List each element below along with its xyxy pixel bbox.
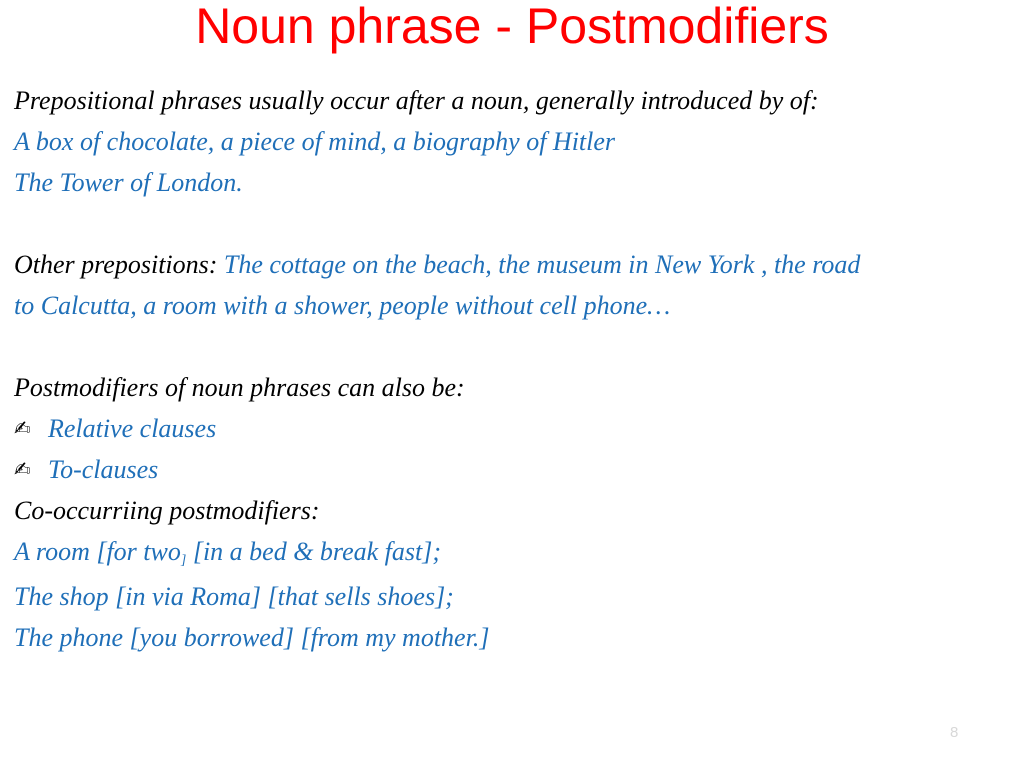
cooccurring-example-1 bbox=[14, 531, 1014, 572]
cooccurring-example-1-part-b: [in a bed & break fast]; bbox=[186, 537, 442, 566]
postmodifiers-heading: Postmodifiers of noun phrases can also be: bbox=[14, 373, 465, 402]
cooccurring-example-2: The shop [in via Roma] [that sells shoes]; bbox=[14, 582, 454, 611]
other-prepositions-line bbox=[14, 244, 1014, 285]
spacer bbox=[14, 326, 1014, 367]
other-prepositions-examples-1: The cottage on the beach, the museum in New York , the road bbox=[223, 250, 861, 279]
other-prepositions-examples-2: to Calcutta, a room with a shower, people without cell phone… bbox=[14, 291, 671, 320]
slide-title: Noun phrase - Postmodifiers bbox=[195, 0, 829, 54]
other-prepositions-label: Other prepositions: bbox=[14, 250, 224, 279]
cooccurring-heading: Co-occurriing postmodifiers: bbox=[14, 496, 320, 525]
subscript-bracket: ] bbox=[180, 553, 187, 568]
intro-example-1: A box of chocolate, a piece of mind, a biography of Hitler bbox=[14, 127, 616, 156]
cooccurring-example-3: The phone [you borrowed] [from my mother.] bbox=[14, 623, 490, 652]
cooccurring-example-1-part-a: A room [for two bbox=[14, 537, 181, 566]
spacer bbox=[14, 203, 1014, 244]
intro-line: Prepositional phrases usually occur after a noun, generally introduced by of: bbox=[14, 86, 819, 115]
page-number: 8 bbox=[950, 724, 959, 741]
writing-hand-icon: ✍ bbox=[14, 416, 31, 440]
bullet-item bbox=[14, 408, 1014, 449]
bullet-item bbox=[14, 449, 1014, 490]
bullet-text: Relative clauses bbox=[48, 414, 217, 443]
writing-hand-icon: ✍ bbox=[14, 457, 31, 481]
slide-body bbox=[14, 80, 1014, 658]
bullet-text: To-clauses bbox=[48, 455, 159, 484]
intro-example-2: The Tower of London. bbox=[14, 168, 243, 197]
